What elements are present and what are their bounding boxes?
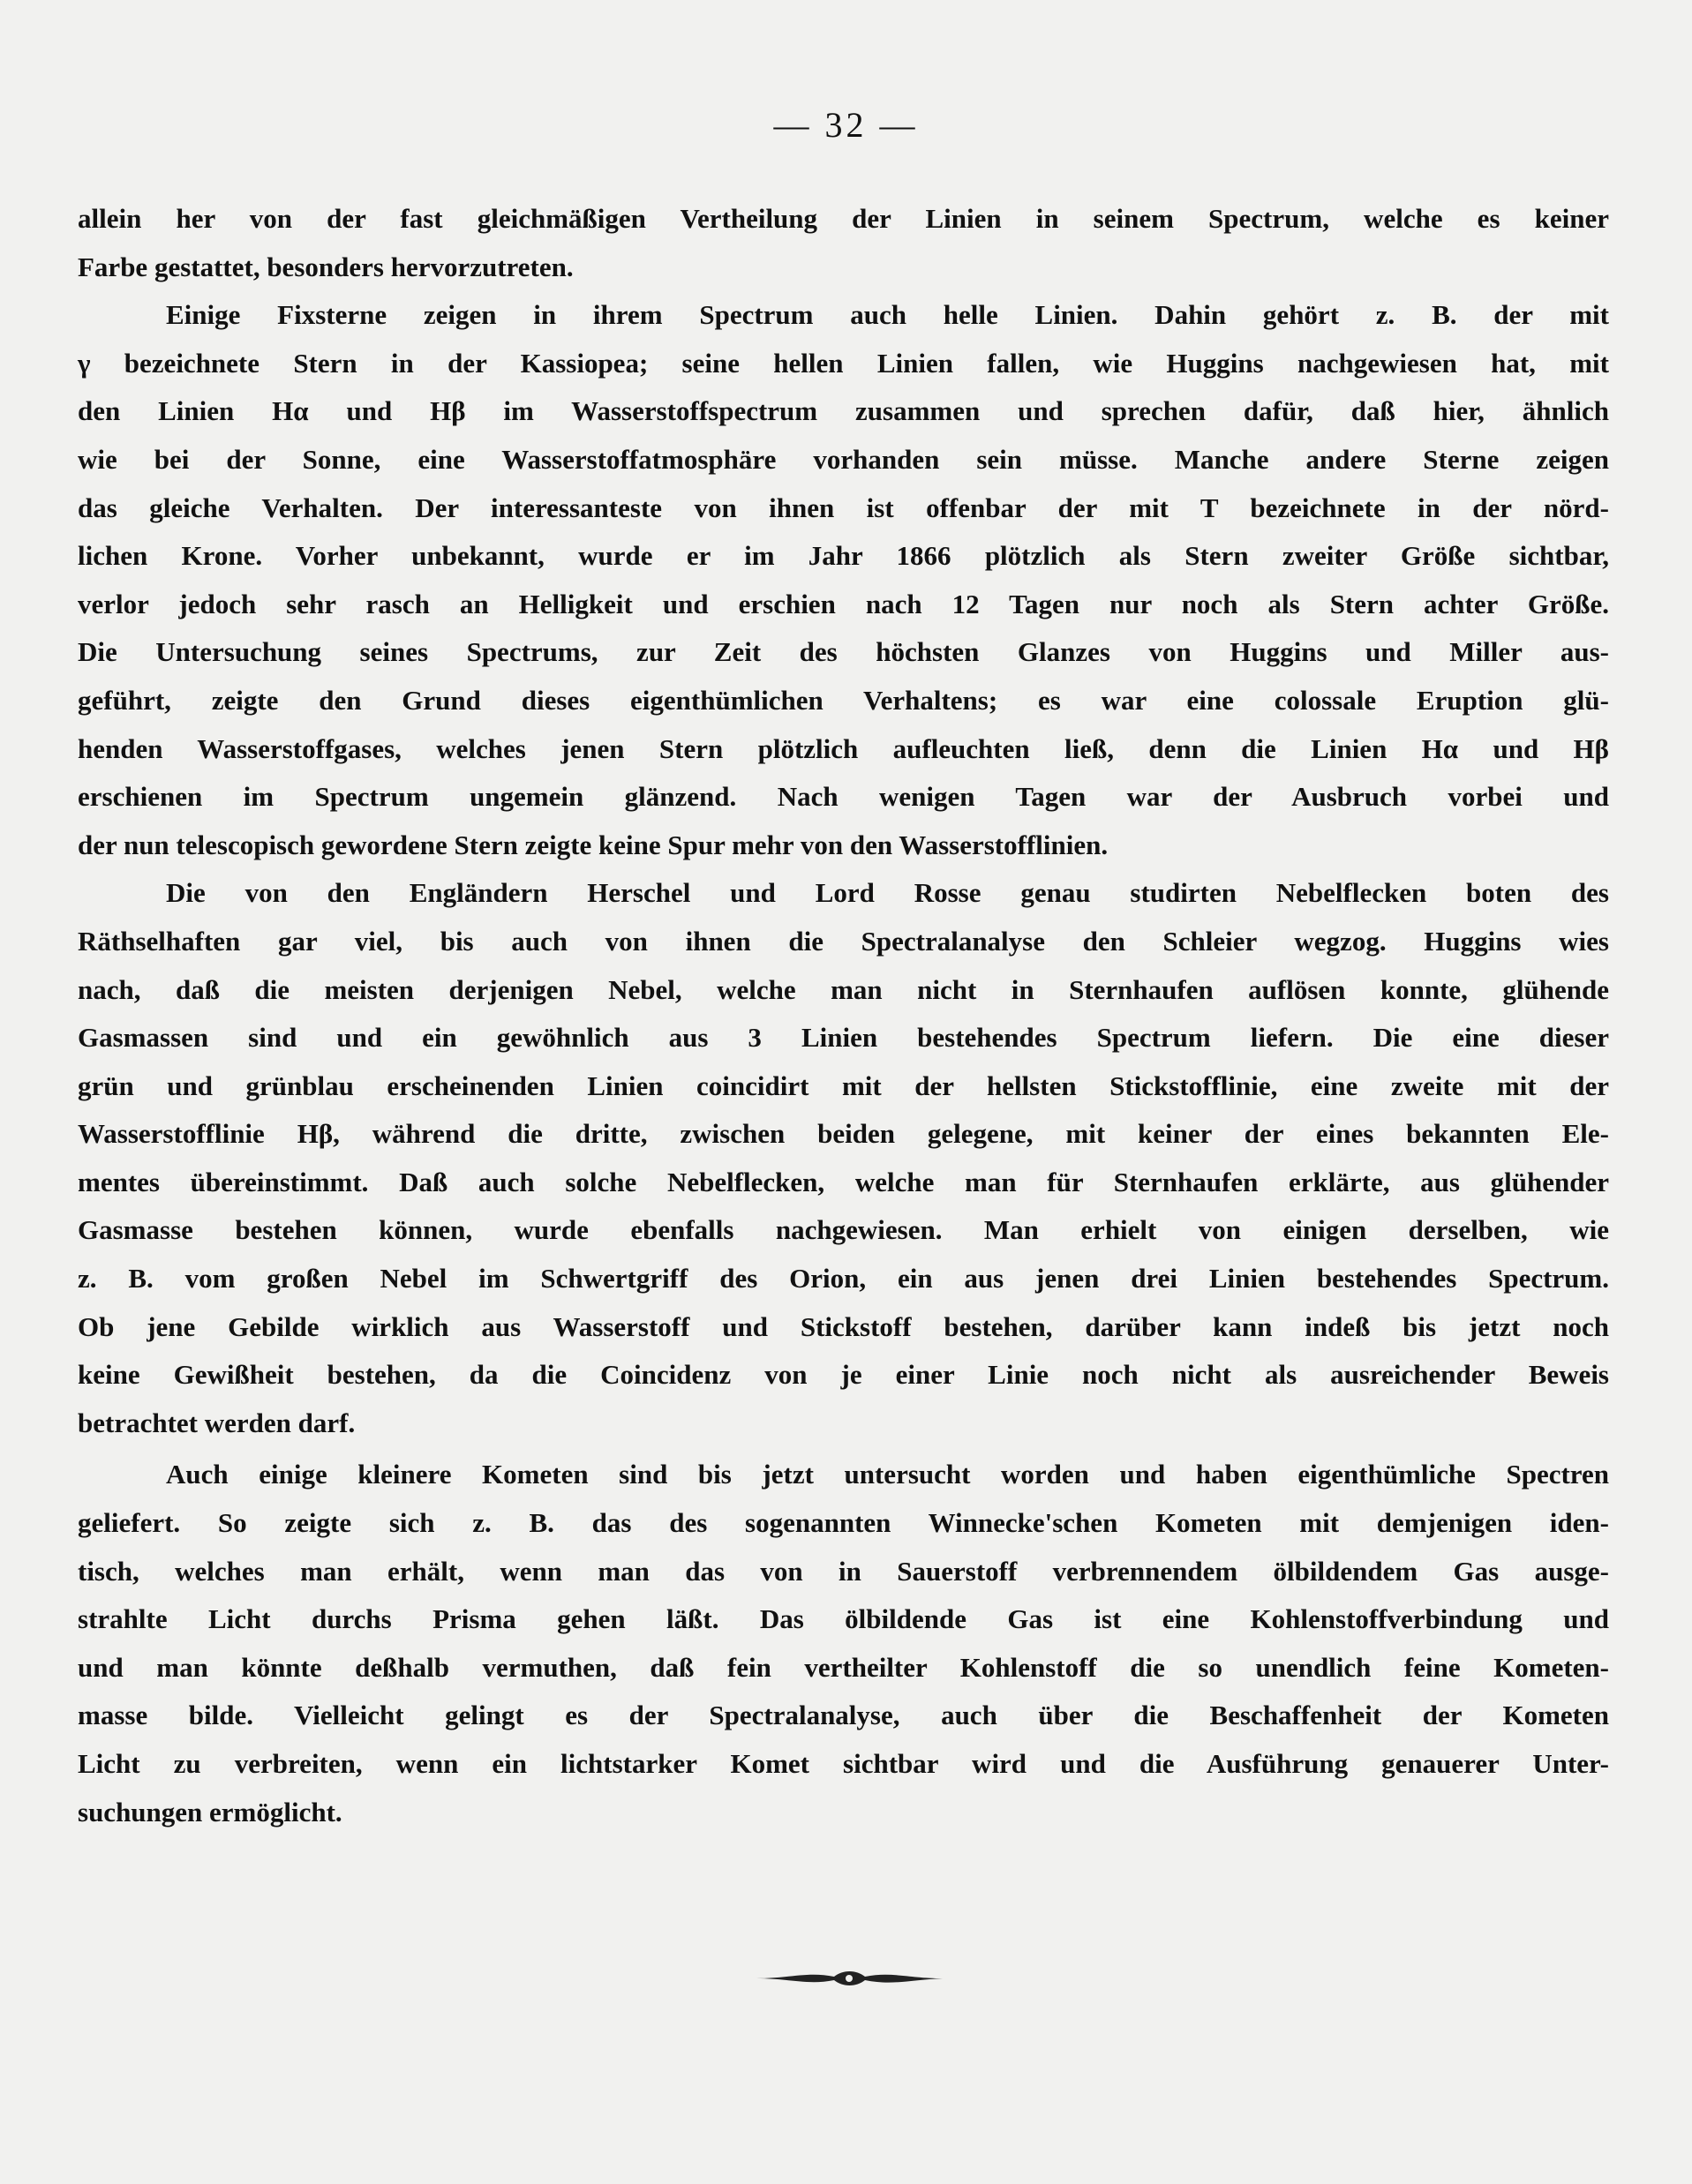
text-line: geführt, zeigte den Grund dieses eigenthümlichen Verhaltens; es war eine colossale Eruption glü- xyxy=(78,684,1609,716)
text-line: Gasmasse bestehen können, wurde ebenfalls nachgewiesen. Man erhielt von einigen derselben, wie xyxy=(78,1214,1609,1246)
text-line: masse bilde. Vielleicht gelingt es der Spectralanalyse, auch über die Beschaffenheit der Kometen xyxy=(78,1700,1609,1731)
body-text xyxy=(78,195,1609,1836)
text-line: Die von den Engländern Herschel und Lord Rosse genau studirten Nebelflecken boten des xyxy=(166,877,1609,909)
text-line: der nun telescopisch gewordene Stern zeigte keine Spur mehr von den Wasserstofflinien. xyxy=(78,829,1109,860)
paragraph-3 xyxy=(78,869,1609,1447)
text-line: grün und grünblau erscheinenden Linien coincidirt mit der hellsten Stickstofflinie, eine zweite mit der xyxy=(78,1069,1609,1101)
text-line: Gasmassen sind und ein gewöhnlich aus 3 Linien bestehendes Spectrum liefern. Die eine dieser xyxy=(78,1022,1609,1054)
text-line: das gleiche Verhalten. Der interessanteste von ihnen ist offenbar der mit T bezeichnete in der nörd- xyxy=(78,492,1609,523)
text-line: Auch einige kleinere Kometen sind bis jetzt untersucht worden und haben eigenthümliche Spectren xyxy=(166,1459,1609,1490)
text-line: Wasserstofflinie Hβ, während die dritte, zwischen beiden gelegene, mit keiner der eines bekannten Ele- xyxy=(78,1118,1609,1150)
text-line: Einige Fixsterne zeigen in ihrem Spectrum auch helle Linien. Dahin gehört z. B. der mit xyxy=(166,299,1609,331)
text-line: lichen Krone. Vorher unbekannt, wurde er im Jahr 1866 plötzlich als Stern zweiter Größe sichtbar, xyxy=(78,540,1609,572)
text-line: den Linien Hα und Hβ im Wasserstoffspectrum zusammen und sprechen dafür, daß hier, ähnlich xyxy=(78,395,1609,427)
text-line: Licht zu verbreiten, wenn ein lichtstarker Komet sichtbar wird und die Ausführung genauerer Unter- xyxy=(78,1748,1609,1779)
text-line: geliefert. So zeigte sich z. B. das des sogenannten Winnecke'schen Kometen mit demjenigen iden- xyxy=(78,1507,1609,1539)
text-line: z. B. vom großen Nebel im Schwertgriff des Orion, ein aus jenen drei Linien bestehendes Spectrum. xyxy=(78,1263,1609,1295)
text-line: keine Gewißheit bestehen, da die Coincidenz von je einer Linie noch nicht als ausreichender Beweis xyxy=(78,1359,1609,1391)
paragraph-1 xyxy=(78,195,1609,291)
text-line: nach, daß die meisten derjenigen Nebel, welche man nicht in Sternhaufen auflösen konnte, glühende xyxy=(78,973,1609,1005)
text-line: betrachtet werden darf. xyxy=(78,1407,356,1438)
text-line: erschienen im Spectrum ungemein glänzend. Nach wenigen Tagen war der Ausbruch vorbei und xyxy=(78,781,1609,813)
text-line: Räthselhaften gar viel, bis auch von ihnen die Spectralanalyse den Schleier wegzog. Huggins wies xyxy=(78,925,1609,957)
decorative-ornament-icon xyxy=(755,1966,944,1991)
text-line: Die Untersuchung seines Spectrums, zur Zeit des höchsten Glanzes von Huggins und Miller aus- xyxy=(78,636,1609,668)
text-line: wie bei der Sonne, eine Wasserstoffatmosphäre vorhanden sein müsse. Manche andere Sterne zeigen xyxy=(78,443,1609,475)
text-line: Farbe gestattet, besonders hervorzutreten. xyxy=(78,251,574,282)
text-line: strahlte Licht durchs Prisma gehen läßt. Das ölbildende Gas ist eine Kohlenstoffverbindung und xyxy=(78,1603,1609,1635)
page-number: — 32 — xyxy=(773,105,919,145)
text-line: tisch, welches man erhält, wenn man das von in Sauerstoff verbrennendem ölbildendem Gas ausge- xyxy=(78,1555,1609,1587)
text-line: und man könnte deßhalb vermuthen, daß fein vertheilter Kohlenstoff die so unendlich feine Kometen- xyxy=(78,1651,1609,1683)
paragraph-4 xyxy=(78,1451,1609,1836)
text-line: henden Wasserstoffgases, welches jenen Stern plötzlich aufleuchten ließ, denn die Linien Hα und Hβ xyxy=(78,732,1609,764)
text-line: mentes übereinstimmt. Daß auch solche Nebelflecken, welche man für Sternhaufen erklärte, aus glühender xyxy=(78,1166,1609,1197)
text-line: suchungen ermöglicht. xyxy=(78,1796,342,1828)
text-line: γ bezeichnete Stern in der Kassiopea; seine hellen Linien fallen, wie Huggins nachgewiesen hat, mit xyxy=(78,347,1609,379)
text-line: allein her von der fast gleichmäßigen Vertheilung der Linien in seinem Spectrum, welche es keiner xyxy=(78,203,1609,234)
text-line: verlor jedoch sehr rasch an Helligkeit und erschien nach 12 Tagen nur noch als Stern achter Größe. xyxy=(78,588,1609,619)
text-line: Ob jene Gebilde wirklich aus Wasserstoff und Stickstoff bestehen, darüber kann indeß bis jetzt noch xyxy=(78,1310,1609,1342)
paragraph-2 xyxy=(78,291,1609,869)
